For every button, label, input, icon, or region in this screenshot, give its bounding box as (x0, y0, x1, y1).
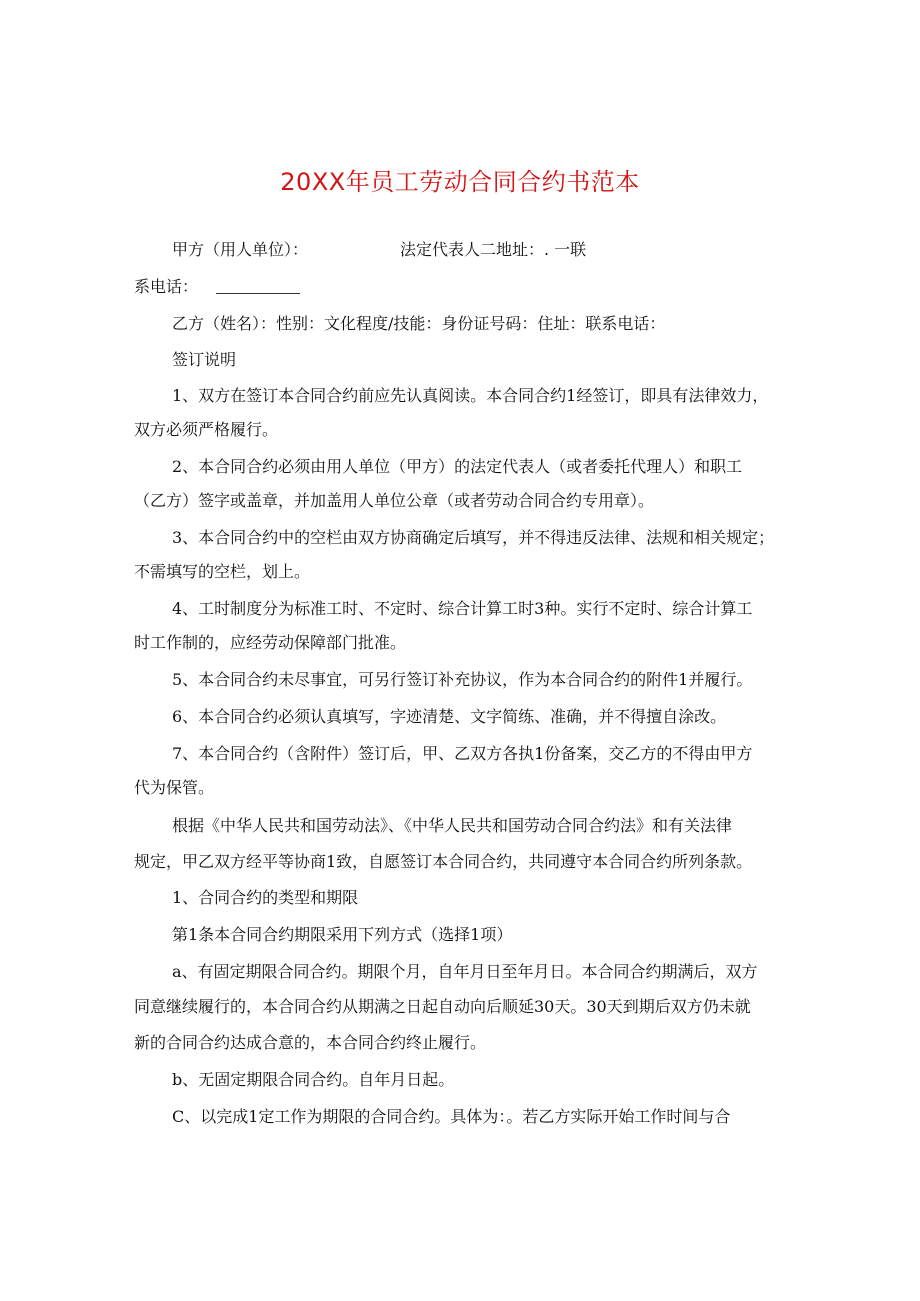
text-line: 新的合同合约达成合意的，本合同合约终止履行。 (134, 1033, 487, 1052)
document-title: 20XX年员工劳动合同合约书范本 (280, 168, 640, 196)
phone-line (134, 276, 804, 298)
phone-blank (216, 277, 300, 294)
rep-address-label: 法定代表人二地址：. 一联 (400, 240, 587, 259)
text-line: 4、工时制度分为标准工时、不定时、综合计算工时3种。实行不定时、综合计算工 (172, 599, 753, 618)
party-a-line (172, 239, 842, 261)
text-line: 2、本合同合约必须由用人单位（甲方）的法定代表人（或者委托代理人）和职工 (172, 457, 743, 476)
phone-label: 系电话： (134, 277, 199, 296)
text-line: 5、本合同合约未尽事宜，可另行签订补充协议，作为本合同合约的附件1并履行。 (172, 670, 753, 689)
text-line: 同意继续履行的，本合同合约从期满之日起自动向后顺延30天。30天到期后双方仍未就 (134, 997, 751, 1016)
text-line: 根据《中华人民共和国劳动法》、《中华人民共和国劳动合同合约法》和有关法律 (172, 816, 733, 835)
party-b-line: 乙方（姓名）：性别：文化程度/技能：身份证号码：住址：联系电话： (172, 314, 666, 333)
text-line: 时工作制的，应经劳动保障部门批准。 (134, 633, 407, 652)
text-line: 7、本合同合约（含附件）签订后，甲、乙双方各执1份备案，交乙方的不得由甲方 (172, 744, 753, 763)
text-line: 代为保管。 (134, 778, 215, 797)
text-line: C、以完成1定工作为期限的合同合约。具体为：。若乙方实际开始工作时间与合 (172, 1107, 731, 1126)
sign-title: 签订说明 (172, 350, 237, 369)
text-line: 3、本合同合约中的空栏由双方协商确定后填写，并不得违反法律、法规和相关规定； (172, 528, 775, 547)
text-line: 1、双方在签订本合同合约前应先认真阅读。本合同合约1经签订，即具有法律效力， (172, 386, 769, 405)
party-a-label: 甲方（用人单位）： (172, 240, 309, 259)
text-line: b、无固定期限合同合约。自年月日起。 (172, 1070, 455, 1089)
text-line: a、有固定期限合同合约。期限个月，自年月日至年月日。本合同合约期满后，双方 (172, 962, 758, 981)
text-line: 不需填写的空栏，划上。 (134, 562, 311, 581)
text-line: 第1条本合同合约期限采用下列方式（选择1项） (172, 925, 513, 944)
text-line: 1、合同合约的类型和期限 (172, 888, 359, 907)
text-line: 6、本合同合约必须认真填写，字迹清楚、文字简练、准确，并不得擅自涂改。 (172, 707, 727, 726)
text-line: （乙方）签字或盖章，并加盖用人单位公章（或者劳动合同合约专用章）。 (134, 491, 655, 510)
text-line: 规定，甲乙双方经平等协商1致，自愿签订本合同合约，共同遵守本合同合约所列条款。 (134, 852, 753, 871)
text-line: 双方必须严格履行。 (134, 420, 279, 439)
